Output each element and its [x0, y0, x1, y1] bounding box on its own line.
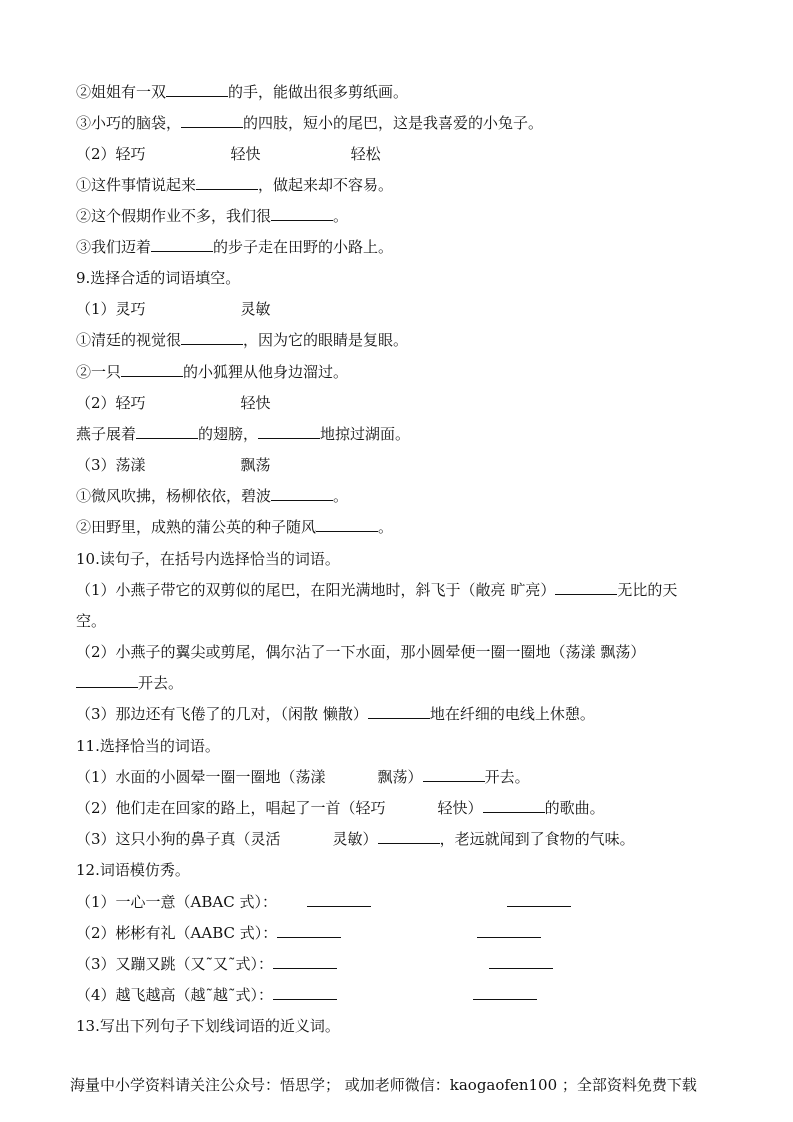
text: 的小狐狸从他身边溜过。	[183, 363, 349, 381]
text: 轻快）	[437, 799, 483, 817]
text: 开去。	[484, 768, 530, 786]
text: （3）那边还有飞倦了的几对，（闲散 懒散）	[76, 705, 368, 723]
imitation-line	[76, 985, 537, 1005]
text: （2）他们走在回家的路上，唱起了一首（轻巧	[76, 799, 386, 817]
option-label: （2）轻巧	[76, 394, 146, 412]
text: （3）又蹦又跳（又˜又˜式）：	[76, 955, 274, 973]
question-line	[76, 362, 348, 382]
word-options	[76, 455, 271, 475]
text: ①微风吹拂，杨柳依依，碧波	[76, 487, 272, 505]
text: ②姐姐有一双	[76, 83, 167, 101]
answer-blank[interactable]	[473, 985, 537, 1000]
answer-blank[interactable]	[316, 517, 378, 532]
question-heading: 12.词语模仿秀。	[76, 861, 190, 879]
text: 灵敏）	[332, 830, 378, 848]
text: 的翅膀，	[198, 425, 259, 443]
question-line: （2）小燕子的翼尖或剪尾，偶尔沾了一下水面，那小圆晕便一圈一圈地（荡漾 飘荡）	[76, 643, 646, 661]
text: 的手，能做出很多剪纸画。	[228, 83, 409, 101]
question-line	[76, 330, 408, 350]
text: ，老远就闻到了食物的气味。	[439, 830, 635, 848]
imitation-line	[76, 923, 541, 943]
answer-blank[interactable]	[477, 923, 541, 938]
question-line	[76, 580, 677, 600]
question-line	[76, 798, 605, 818]
answer-blank[interactable]	[271, 206, 333, 221]
text: 地在纤细的电线上休憩。	[429, 705, 595, 723]
text: 的步子走在田野的小路上。	[213, 238, 394, 256]
option-word: 轻快	[230, 145, 261, 163]
text: ②一只	[76, 363, 122, 381]
word-options	[76, 393, 271, 413]
answer-blank[interactable]	[121, 362, 183, 377]
question-line	[76, 767, 530, 787]
text: （4）越飞越高（越˜越˜式）：	[76, 986, 274, 1004]
question-heading: 13.写出下列句子下划线词语的近义词。	[76, 1017, 340, 1035]
answer-blank[interactable]	[555, 580, 617, 595]
answer-blank[interactable]	[277, 923, 341, 938]
text: 的四肢，短小的尾巴，这是我喜爱的小兔子。	[243, 114, 544, 132]
text: （1）小燕子带它的双剪似的尾巴，在阳光满地时，斜飞于（敞亮 旷亮）	[76, 581, 556, 599]
text: （1）水面的小圆晕一圈一圈地（荡漾	[76, 768, 326, 786]
text: （1）一心一意（ABAC 式）：	[76, 893, 277, 911]
answer-blank[interactable]	[181, 113, 243, 128]
answer-blank[interactable]	[378, 829, 440, 844]
text: ③我们迈着	[76, 238, 152, 256]
footer-note: 海量中小学资料请关注公众号：悟思学； 或加老师微信：kaogaofen100 ；全部资料免费下载	[70, 1076, 697, 1094]
text: （2）彬彬有礼（AABC 式）：	[76, 924, 278, 942]
question-line	[76, 486, 348, 506]
option-word: 灵敏	[240, 300, 271, 318]
question-heading: 10.读句子，在括号内选择恰当的词语。	[76, 550, 340, 568]
answer-blank[interactable]	[423, 767, 485, 782]
text: 地掠过湖面。	[320, 425, 411, 443]
question-line	[76, 829, 635, 849]
text: 燕子展着	[76, 425, 137, 443]
text: 。	[333, 487, 349, 505]
answer-blank[interactable]	[181, 330, 243, 345]
text: ①清廷的视觉很	[76, 331, 182, 349]
question-line	[76, 206, 348, 226]
option-word: 轻松	[350, 145, 381, 163]
answer-blank[interactable]	[483, 798, 545, 813]
word-options	[76, 299, 271, 319]
answer-blank[interactable]	[273, 954, 337, 969]
answer-blank[interactable]	[258, 424, 320, 439]
text: 飘荡）	[377, 768, 423, 786]
question-line	[76, 113, 543, 133]
option-word: 轻快	[240, 394, 271, 412]
question-line-continued: 空。	[76, 612, 107, 630]
answer-blank[interactable]	[76, 673, 138, 688]
question-line	[76, 82, 408, 102]
answer-blank[interactable]	[271, 486, 333, 501]
text: 的歌曲。	[544, 799, 605, 817]
question-line	[76, 237, 393, 257]
answer-blank[interactable]	[368, 704, 430, 719]
answer-blank[interactable]	[151, 237, 213, 252]
option-label: （2）轻巧	[76, 145, 146, 163]
imitation-line	[76, 892, 571, 912]
text: ，做起来却不容易。	[258, 176, 394, 194]
option-label: （3）荡漾	[76, 456, 146, 474]
text: ③小巧的脑袋，	[76, 114, 182, 132]
question-heading: 9.选择合适的词语填空。	[76, 269, 241, 287]
answer-blank[interactable]	[273, 985, 337, 1000]
answer-blank[interactable]	[489, 954, 553, 969]
answer-blank[interactable]	[136, 424, 198, 439]
text: ，因为它的眼睛是复眼。	[243, 331, 409, 349]
text: ②田野里，成熟的蒲公英的种子随风	[76, 518, 317, 536]
text: 开去。	[138, 674, 184, 692]
answer-blank[interactable]	[507, 892, 571, 907]
option-label: （1）灵巧	[76, 300, 146, 318]
answer-blank[interactable]	[196, 175, 258, 190]
text: 无比的天	[617, 581, 678, 599]
text: （3）这只小狗的鼻子真（灵活	[76, 830, 281, 848]
text: ②这个假期作业不多，我们很	[76, 207, 272, 225]
question-heading: 11.选择恰当的词语。	[76, 737, 220, 755]
word-options	[76, 144, 381, 164]
question-line	[76, 175, 393, 195]
text: 。	[333, 207, 349, 225]
question-line-continued	[76, 673, 183, 693]
question-line	[76, 517, 393, 537]
text: ①这件事情说起来	[76, 176, 197, 194]
option-word: 飘荡	[240, 456, 271, 474]
question-line	[76, 704, 595, 724]
answer-blank[interactable]	[166, 82, 228, 97]
imitation-line	[76, 954, 553, 974]
answer-blank[interactable]	[307, 892, 371, 907]
text: 。	[378, 518, 394, 536]
question-line	[76, 424, 410, 444]
